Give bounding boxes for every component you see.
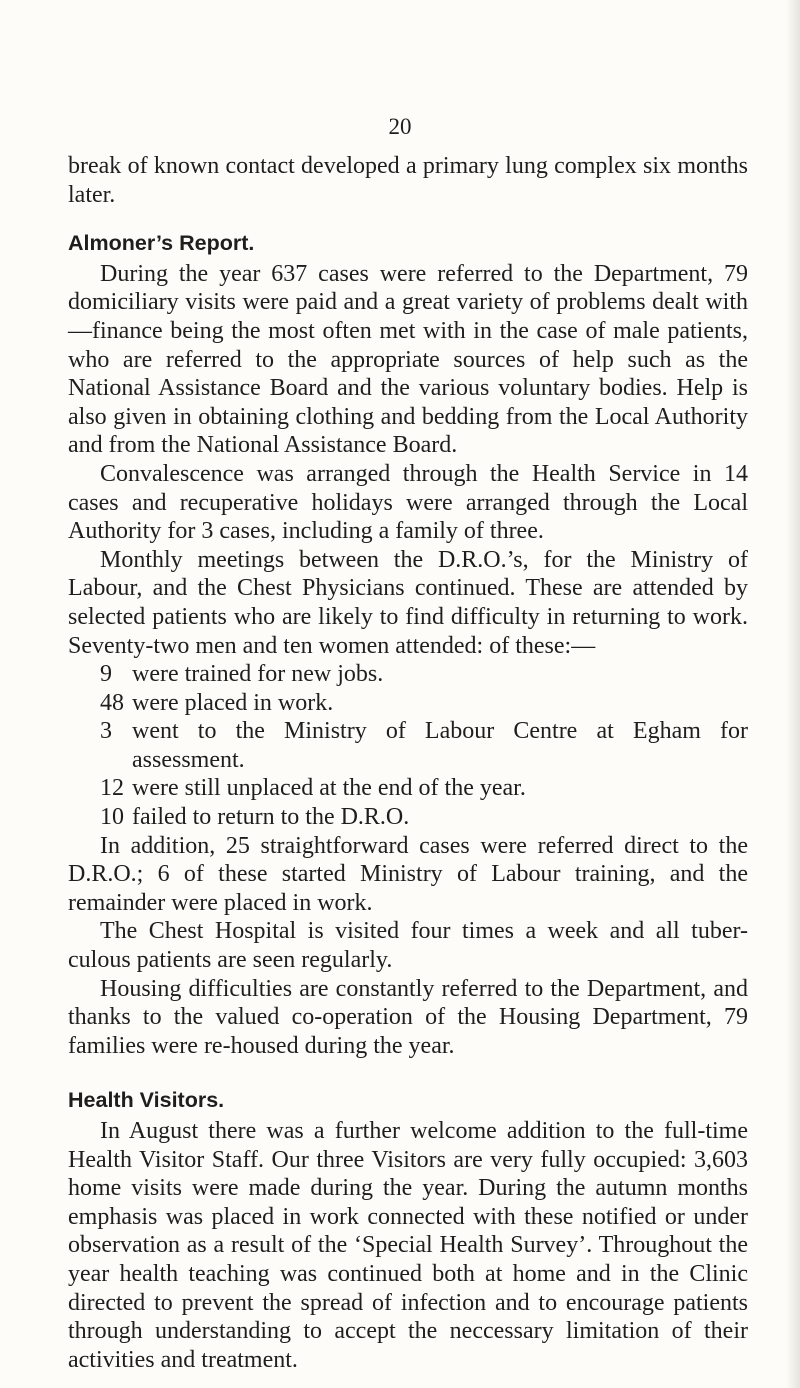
- item-text: failed to return to the D.R.O.: [132, 804, 410, 831]
- intro-paragraph: break of known contact developed a primary lung complex six months later.: [68, 153, 748, 208]
- list-item: [68, 717, 748, 774]
- item-number: 9: [100, 661, 112, 688]
- item-text: were still unplaced at the end of the year.: [132, 775, 526, 802]
- outcome-list: [68, 660, 748, 832]
- item-number: 10: [100, 804, 124, 831]
- list-item: [68, 689, 748, 718]
- page-edge-shadow: [786, 0, 800, 1388]
- item-number: 12: [100, 775, 124, 802]
- health-visitors-paragraph: In August there was a further welcome addition to the full-time Health Visitor Staff. Our three Visitors are very fully occupied: 3,603 home visits were made during the year. During the autumn months emphasis was placed in work connected with these notified or under observation as a result of the ‘Special Health Survey’. Throughout the year health teaching was continued both at home and in the Clinic directed to prevent the spread of infection and to encourage patients through understanding to accept the neccessary limitation of their activities and treatment.: [68, 1118, 748, 1373]
- almoner-paragraph-4: In addition, 25 straightforward cases were referred direct to the D.R.O.; 6 of these started Ministry of Labour training, and the remainder were placed in work.: [68, 832, 748, 916]
- almoner-heading: Almoner’s Report.: [68, 231, 255, 256]
- item-text: were placed in work.: [132, 689, 334, 716]
- list-item: [68, 774, 748, 803]
- list-item: [68, 803, 748, 832]
- almoner-paragraph-5: The Chest Hospital is visited four times a week and all tuber- culous patients are seen regularly.: [68, 918, 748, 974]
- item-text: were trained for new jobs.: [132, 661, 384, 688]
- health-visitors-heading: Health Visitors.: [68, 1088, 225, 1113]
- almoner-paragraph-6: Housing difficulties are constantly referred to the Department, and thanks to the valued co-operation of the Housing Department, 79 families were re-housed during the year.: [68, 975, 748, 1059]
- item-number: 3: [100, 718, 112, 745]
- list-item: [68, 660, 748, 689]
- almoner-paragraph-2: Convalescence was arranged through the Health Service in 14 cases and recuperative holidays were arranged through the Local Authority for 3 cases, including a family of three.: [68, 460, 748, 545]
- page-number: 20: [388, 114, 412, 139]
- item-number: 48: [100, 689, 124, 716]
- item-text: went to the Ministry of Labour Centre at Egham for assessment.: [132, 718, 748, 773]
- almoner-paragraph-3: Monthly meetings between the D.R.O.’s, for the Ministry of Labour, and the Chest Physicians continued. These are attended by selected patients who are likely to find difficulty in returning to work. Seventy-two men and ten women attended: of these:—: [68, 546, 748, 659]
- almoner-paragraph-1: During the year 637 cases were referred to the Department, 79 domiciliary visits were paid and a great variety of problems dealt with—finance being the most often met with in the case of male patients, who are referred to the appropriate sources of help such as the National Assistance Board and the various voluntary bodies. Help is also given in obtaining clothing and bedding from the Local Authority and from the National Assistance Board.: [68, 260, 748, 459]
- body-text: [68, 152, 748, 1374]
